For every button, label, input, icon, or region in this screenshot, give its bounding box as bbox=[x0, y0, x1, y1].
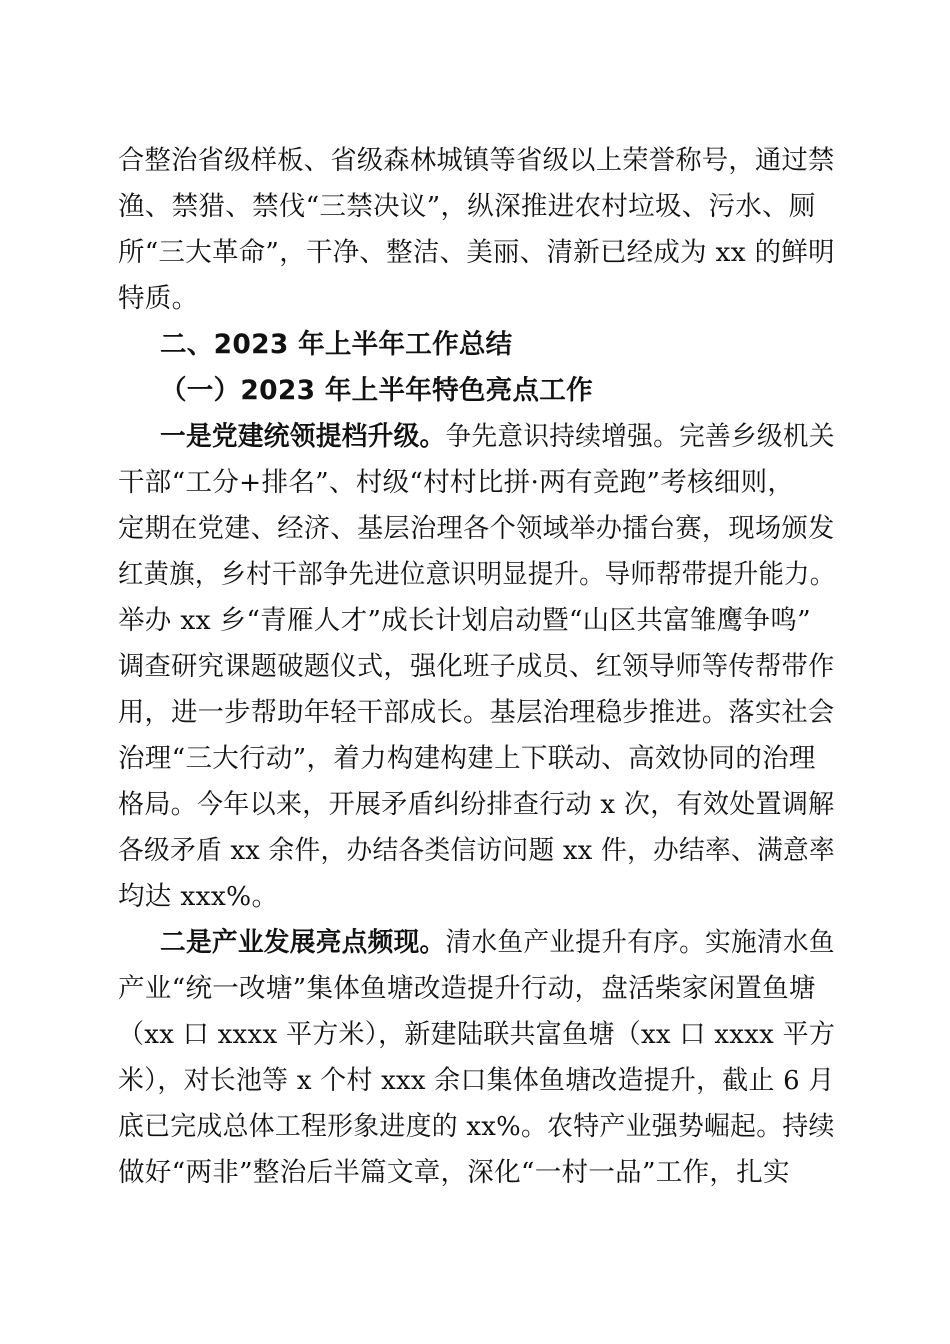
text-line: 做好“两非”整治后半篇文章，深化“一村一品”工作，扎实 bbox=[118, 1157, 790, 1188]
section-heading: 二、2023 年上半年工作总结 bbox=[160, 329, 513, 360]
text-line: 治理“三大行动”，着力构建构建上下联动、高效协同的治理 bbox=[118, 743, 816, 774]
paragraph-first-line bbox=[160, 928, 835, 958]
text-line: 特质。 bbox=[118, 283, 199, 314]
subsection-heading: （一）2023 年上半年特色亮点工作 bbox=[160, 375, 593, 406]
paragraph-text: 争先意识持续增强。完善乡级机关 bbox=[445, 421, 835, 452]
text-line: 米），对长池等 x 个村 xxx 余口集体鱼塘改造提升，截止 6 月 bbox=[118, 1065, 835, 1096]
text-line: 产业“统一改塘”集体鱼塘改造提升行动，盘活柴家闲置鱼塘 bbox=[118, 973, 816, 1004]
text-line: 底已完成总体工程形象进度的 xx%。农特产业强势崛起。持续 bbox=[118, 1111, 835, 1142]
text-line: 格局。今年以来，开展矛盾纠纷排查行动 x 次，有效处置调解 bbox=[118, 789, 835, 820]
paragraph-text: 清水鱼产业提升有序。实施清水鱼 bbox=[445, 927, 835, 958]
text-line: 干部“工分+排名”、村级“村村比拼·两有竞跑”考核细则， bbox=[118, 467, 795, 498]
text-line: 渔、禁猎、禁伐“三禁决议”，纵深推进农村垃圾、污水、厕 bbox=[118, 191, 816, 222]
text-line: 调查研究课题破题仪式，强化班子成员、红领导师等传帮带作 bbox=[118, 651, 835, 682]
text-line: 各级矛盾 xx 余件，办结各类信访问题 xx 件，办结率、满意率 bbox=[118, 835, 836, 866]
text-line: 用，进一步帮助年轻干部成长。基层治理稳步推进。落实社会 bbox=[118, 697, 835, 728]
paragraph-lead: 二是产业发展亮点频现。 bbox=[160, 927, 446, 958]
paragraph-lead: 一是党建统领提档升级。 bbox=[160, 421, 446, 452]
text-line: 定期在党建、经济、基层治理各个领域举办擂台赛，现场颁发 bbox=[118, 513, 835, 544]
text-line: 均达 xxx%。 bbox=[118, 881, 279, 912]
text-line: 合整治省级样板、省级森林城镇等省级以上荣誉称号，通过禁 bbox=[118, 145, 835, 176]
text-line: （xx 口 xxxx 平方米），新建陆联共富鱼塘（xx 口 xxxx 平方 bbox=[118, 1019, 836, 1050]
paragraph-first-line bbox=[160, 422, 835, 452]
text-line: 所“三大革命”，干净、整洁、美丽、清新已经成为 xx 的鲜明 bbox=[118, 237, 835, 268]
text-line: 红黄旗，乡村干部争先进位意识明显提升。导师帮带提升能力。 bbox=[118, 559, 836, 590]
text-line: 举办 xx 乡“青雁人才”成长计划启动暨“山区共富雏鹰争鸣” bbox=[118, 605, 811, 636]
